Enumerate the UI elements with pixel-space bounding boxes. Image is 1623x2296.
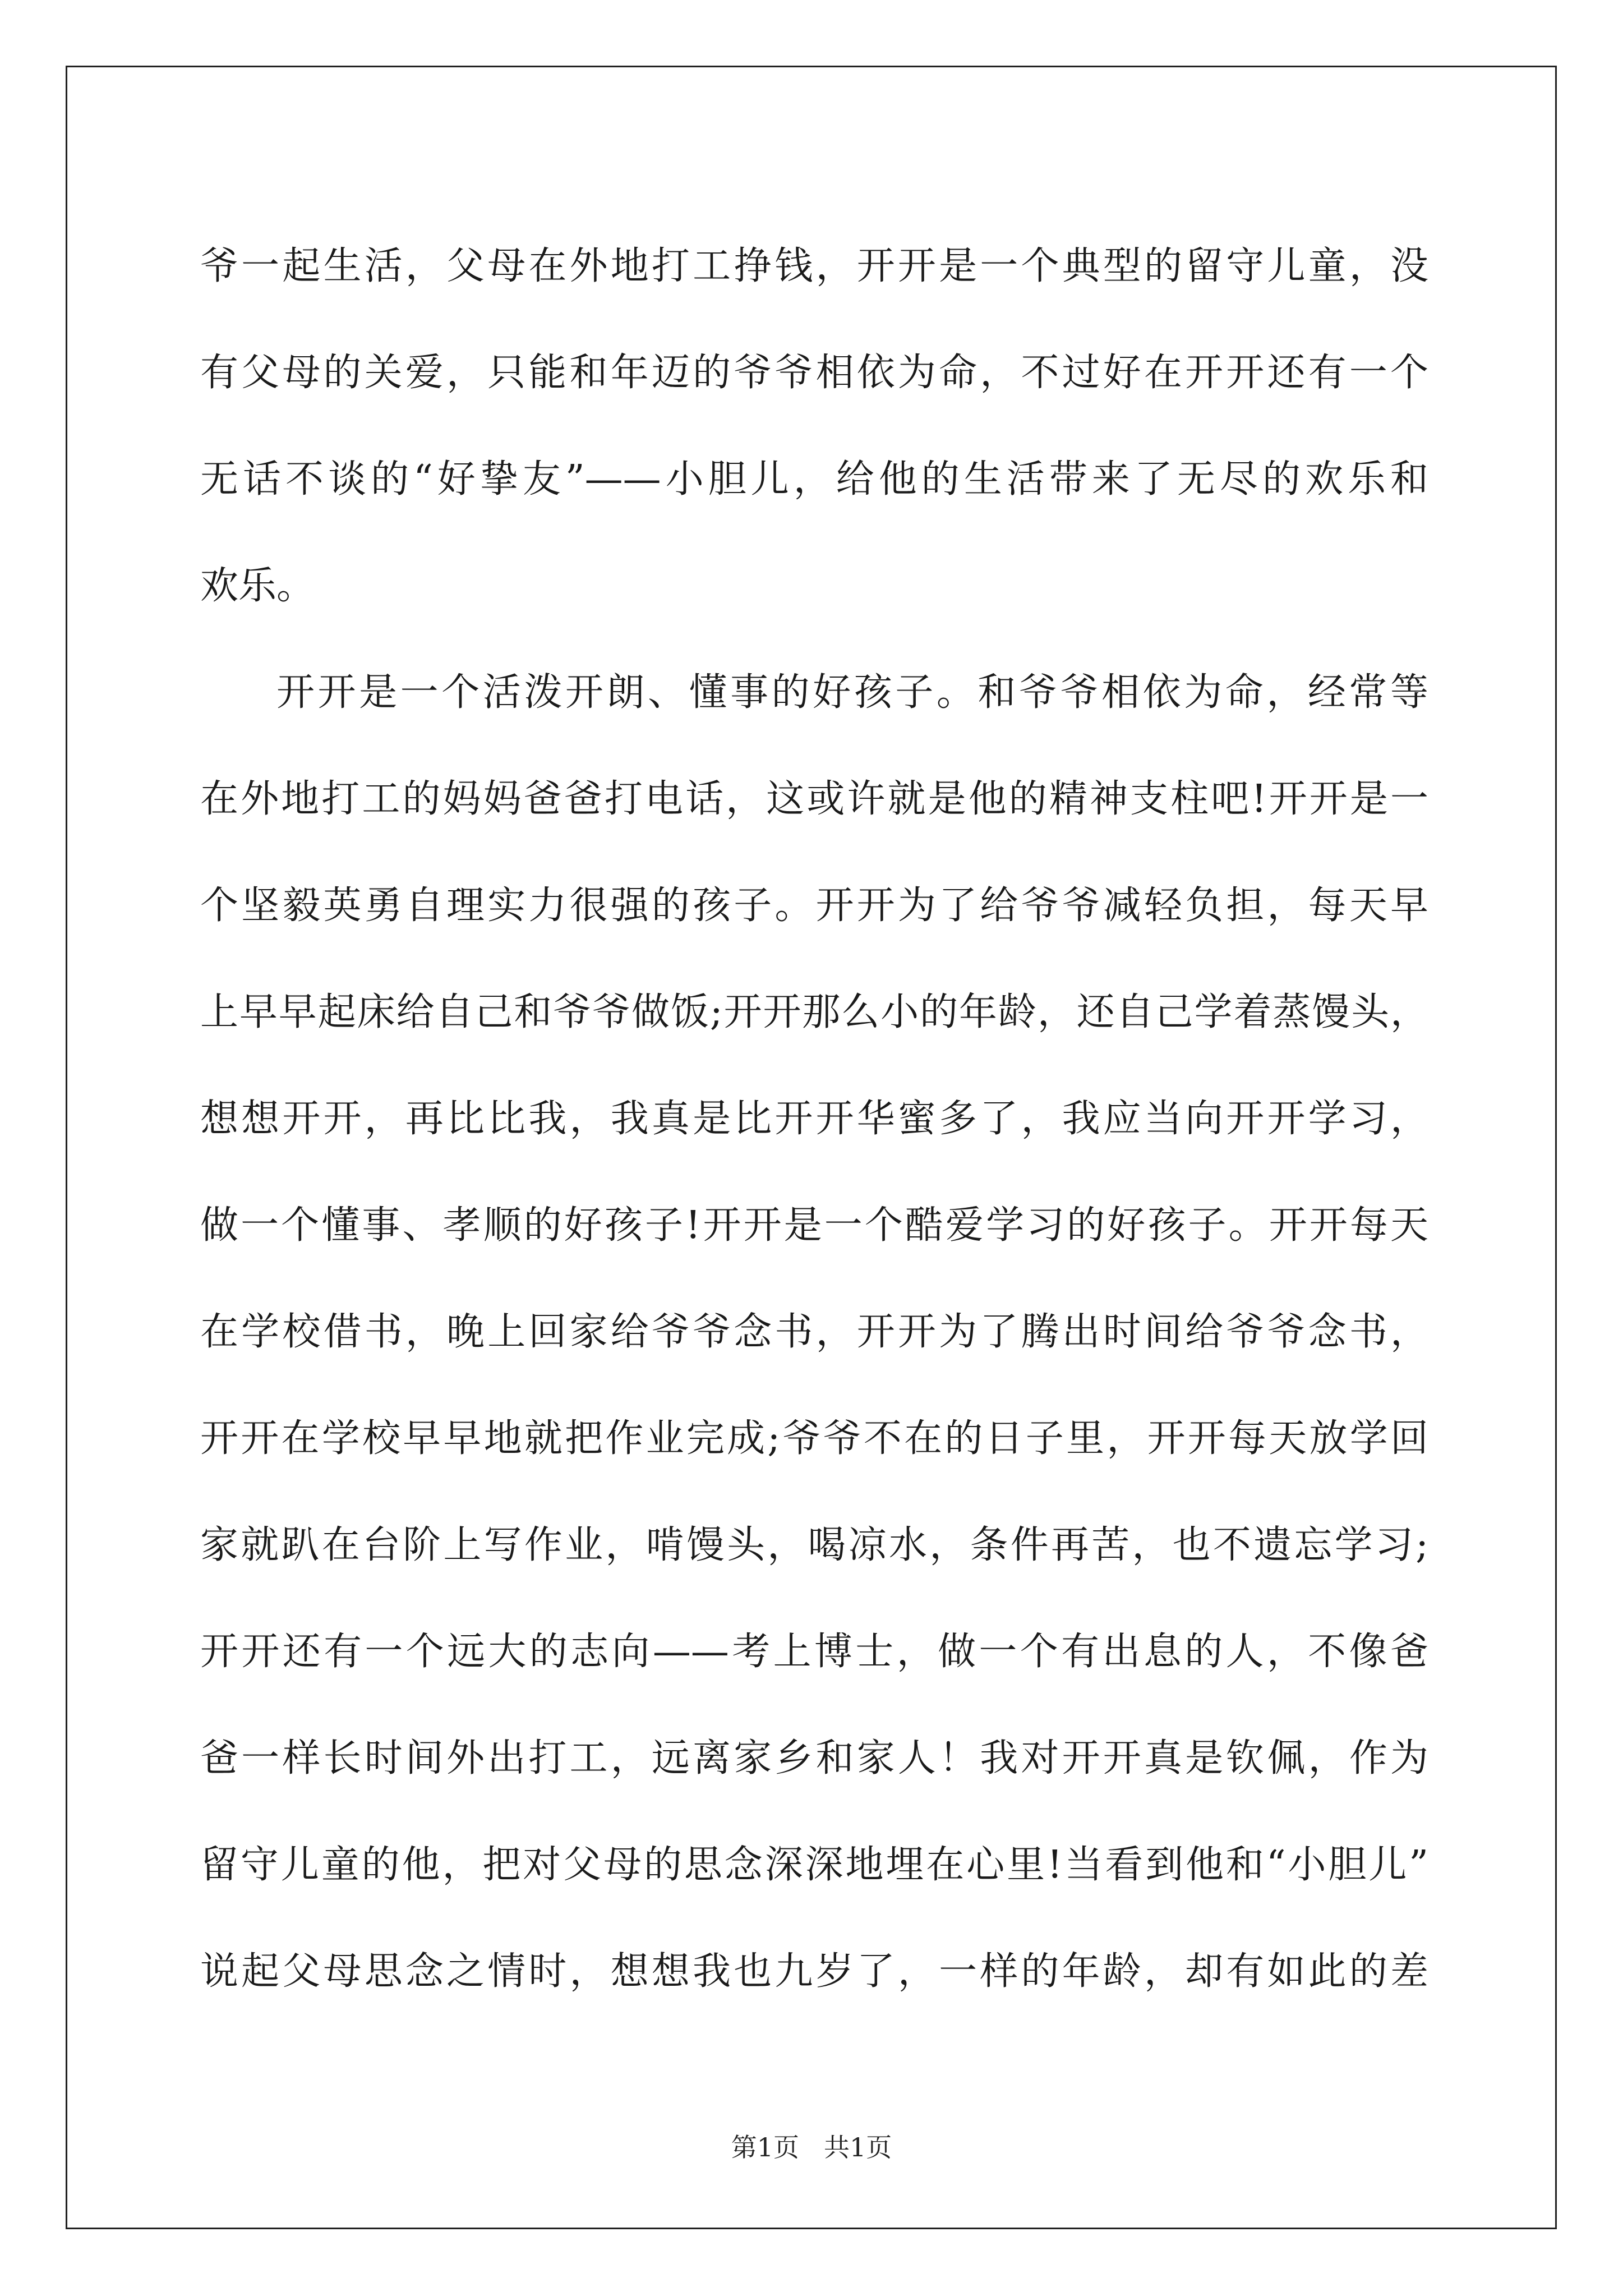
text-line: 开开在学校早早地就把作业完成;爷爷不在的日子里，开开每天放学回 xyxy=(200,1416,1428,1461)
page-number: 第1页 xyxy=(731,2132,799,2162)
text-line: 说起父母思念之情时，想想我也九岁了，一样的年龄，却有如此的差 xyxy=(200,1949,1428,1994)
text-line: 家就趴在台阶上写作业，啃馒头，喝凉水，条件再苦，也不遗忘学习; xyxy=(200,1523,1428,1567)
text-line: 个坚毅英勇自理实力很强的孩子。开开为了给爷爷减轻负担，每天早 xyxy=(200,884,1428,928)
text-line: 开开是一个活泼开朗、懂事的好孩子。和爷爷相依为命，经常等 xyxy=(276,670,1428,715)
text-line: 开开还有一个远大的志向——考上博士，做一个有出息的人，不像爸 xyxy=(200,1630,1428,1674)
text-line: 做一个懂事、孝顺的好孩子!开开是一个酷爱学习的好孩子。开开每天 xyxy=(200,1203,1428,1248)
page-footer xyxy=(0,2127,1623,2164)
text-line: 在外地打工的妈妈爸爸打电话，这或许就是他的精神支柱吧!开开是一 xyxy=(200,777,1428,821)
text-line: 欢乐。 xyxy=(200,564,315,608)
text-line: 在学校借书，晚上回家给爷爷念书，开开为了腾出时间给爷爷念书， xyxy=(200,1310,1428,1354)
page-total: 共1页 xyxy=(824,2132,892,2162)
text-line: 有父母的关爱，只能和年迈的爷爷相依为命，不过好在开开还有一个 xyxy=(200,351,1428,395)
text-line: 上早早起床给自己和爷爷做饭;开开那么小的年龄，还自己学着蒸馒头， xyxy=(200,990,1428,1034)
text-line: 爸一样长时间外出打工，远离家乡和家人！我对开开真是钦佩，作为 xyxy=(200,1736,1428,1780)
text-line: 爷一起生活，父母在外地打工挣钱，开开是一个典型的留守儿童，没 xyxy=(200,244,1428,288)
text-line: 想想开开，再比比我，我真是比开开华蜜多了，我应当向开开学习， xyxy=(200,1097,1428,1141)
document-body xyxy=(200,213,1428,2025)
text-line: 无话不谈的“好挚友”——小胆儿，给他的生活带来了无尽的欢乐和 xyxy=(200,457,1428,501)
text-line: 留守儿童的他，把对父母的思念深深地埋在心里!当看到他和“小胆儿” xyxy=(200,1843,1428,1887)
